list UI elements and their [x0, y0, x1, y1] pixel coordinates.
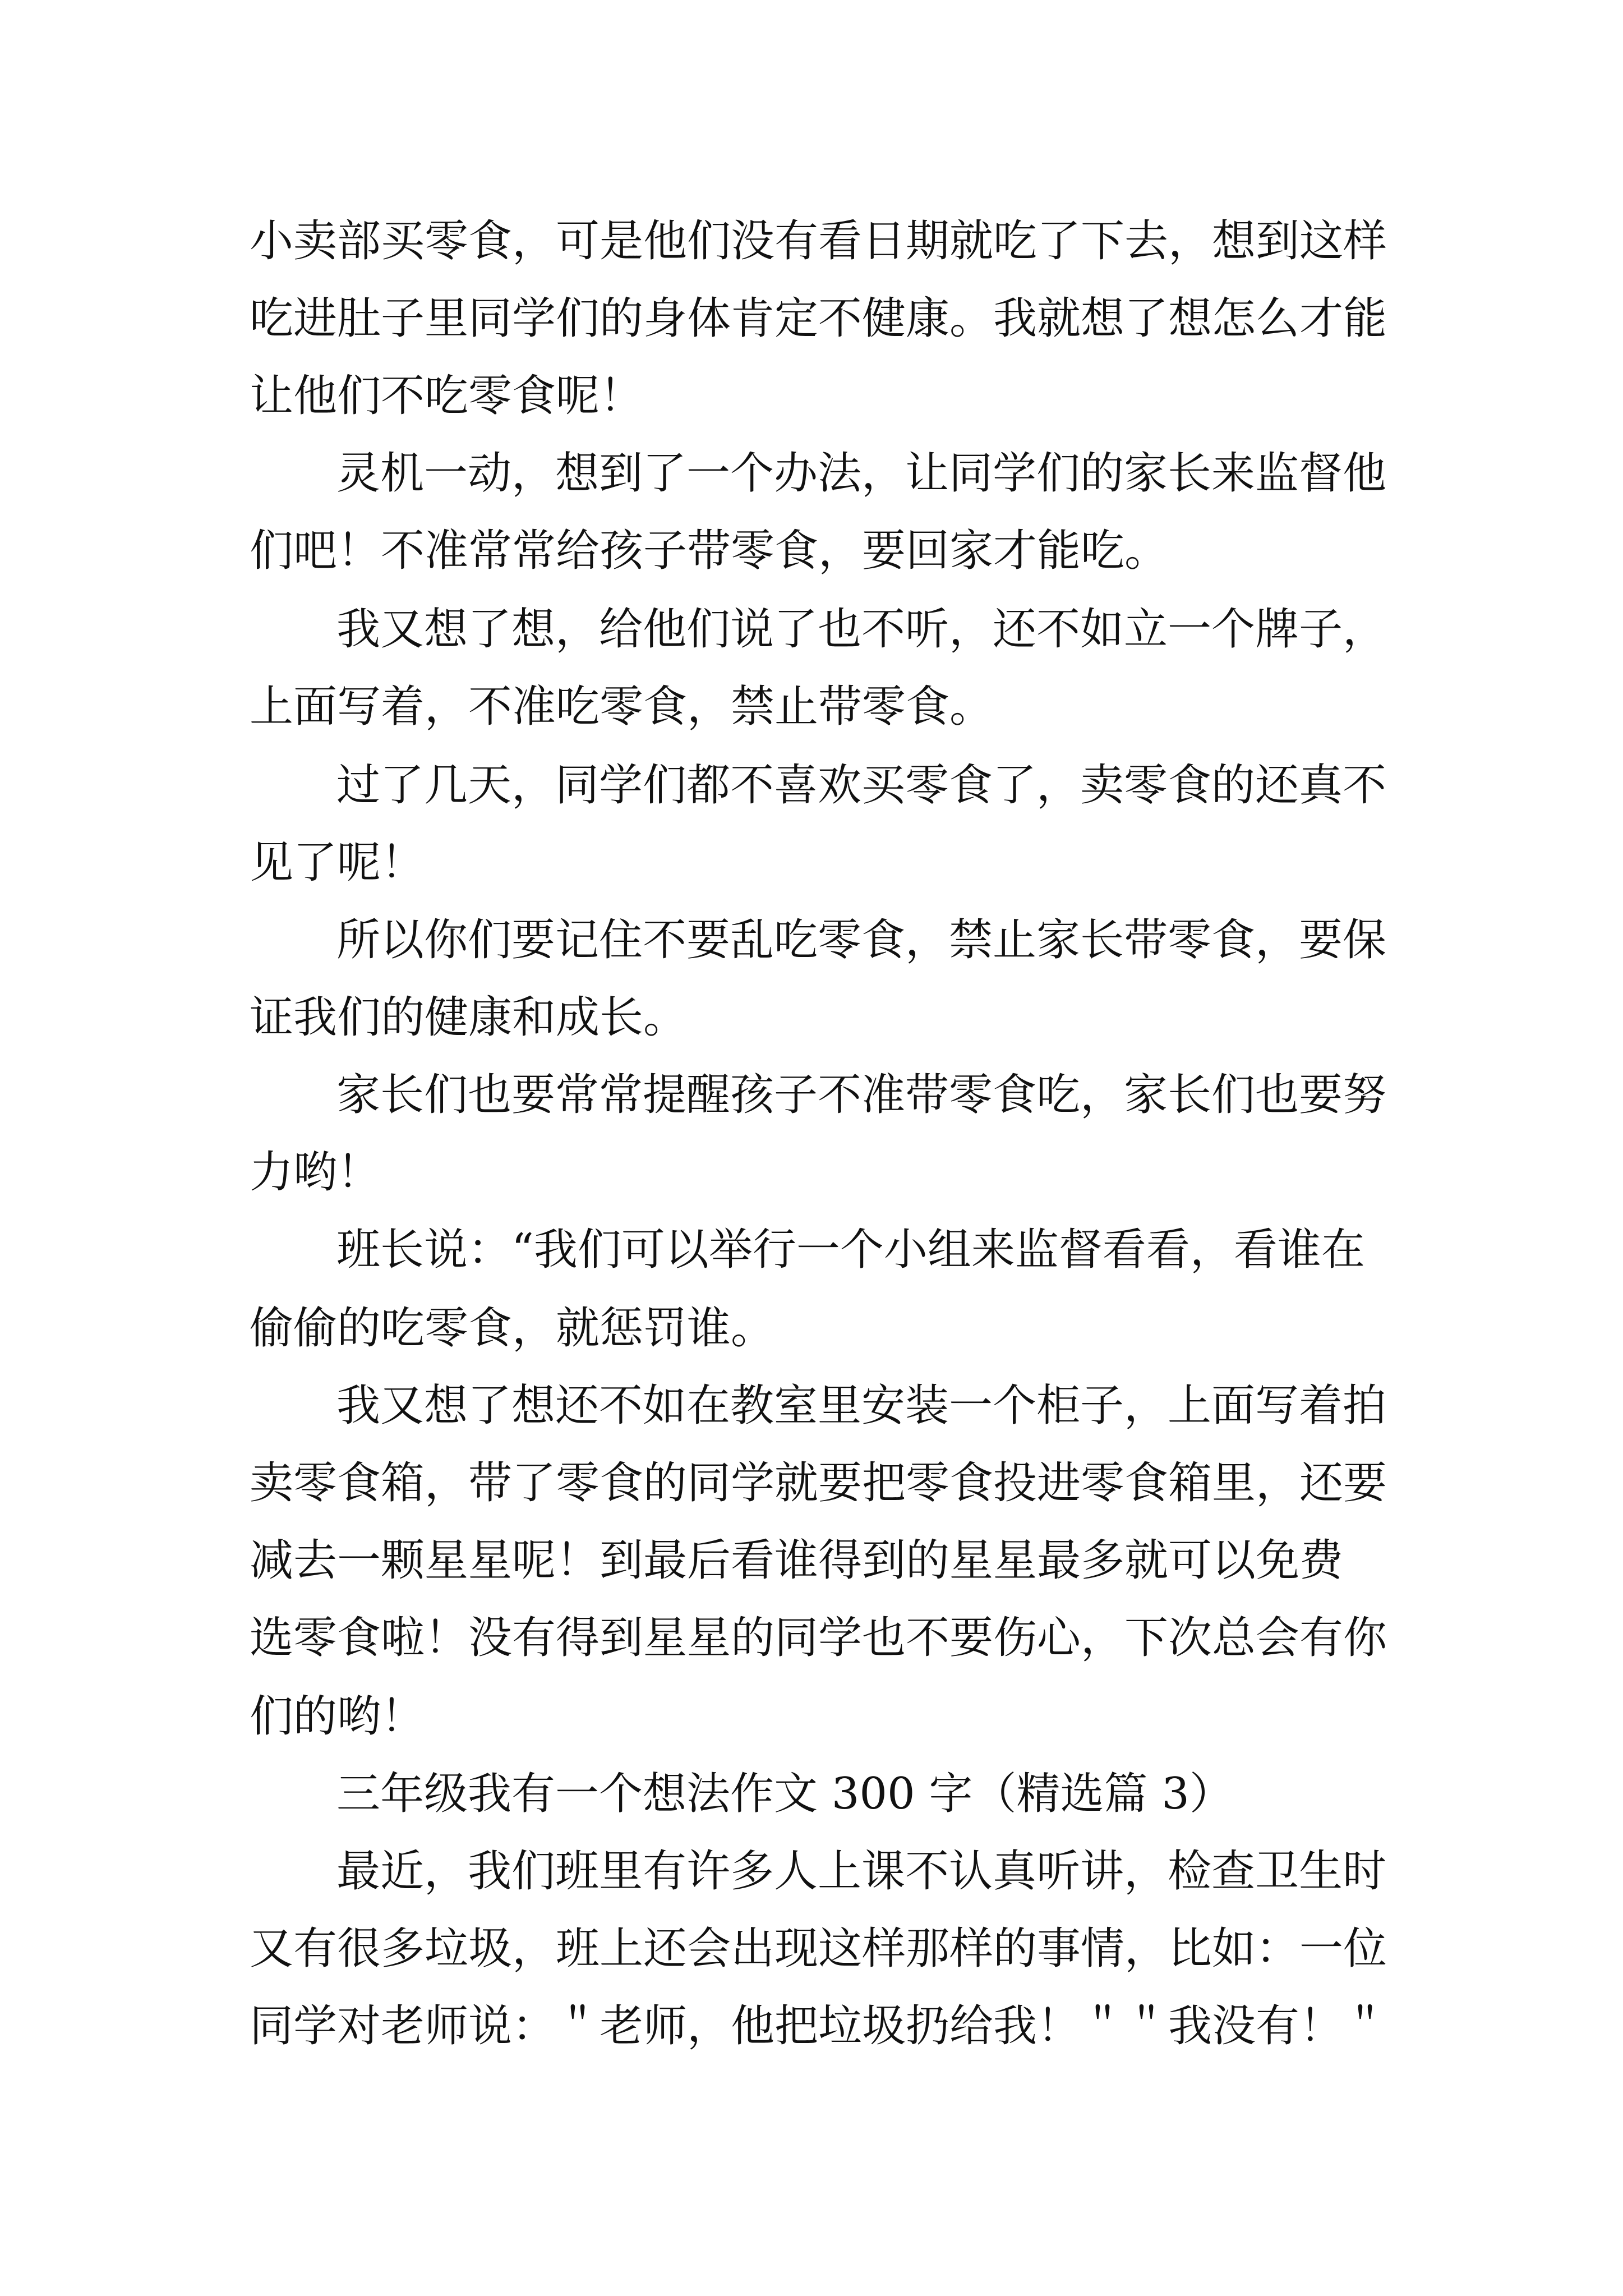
- text-line: 减去一颗星星呢！到最后看谁得到的星星最多就可以免费: [250, 1535, 1344, 1586]
- text-line: 又有很多垃圾，班上还会出现这样那样的事情，比如：一位: [250, 1924, 1387, 1974]
- text-line: 灵机一动，想到了一个办法，让同学们的家长来监督他: [336, 448, 1387, 499]
- text-line: 力哟！: [250, 1147, 381, 1198]
- text-line: 上面写着，不准吃零食，禁止带零食。: [250, 682, 994, 732]
- text-line: 小卖部买零食，可是他们没有看日期就吃了下去，想到这样: [250, 216, 1387, 266]
- text-line: 班长说：“我们可以举行一个小组来监督看看，看谁在: [336, 1225, 1365, 1275]
- text-line: 偷偷的吃零食，就惩罚谁。: [250, 1303, 775, 1354]
- text-line: 最近，我们班里有许多人上课不认真听讲，检查卫生时: [336, 1846, 1387, 1897]
- text-line: 过了几天，同学们都不喜欢买零食了，卖零食的还真不: [336, 760, 1387, 811]
- text-line: 让他们不吃零食呢！: [250, 371, 644, 421]
- text-line: 卖零食箱，带了零食的同学就要把零食投进零食箱里，还要: [250, 1458, 1387, 1508]
- section-heading: 三年级我有一个想法作文 300 字（精选篇 3）: [336, 1769, 1233, 1819]
- text-line: 家长们也要常常提醒孩子不准带零食吃，家长们也要努: [336, 1070, 1387, 1120]
- text-line: 我又想了想，给他们说了也不听，还不如立一个牌子，: [336, 604, 1387, 655]
- text-line: 见了呢！: [250, 838, 425, 888]
- text-line: 们吧！不准常常给孩子带零食，要回家才能吃。: [250, 526, 1169, 576]
- text-line: 我又想了想还不如在教室里安装一个柜子，上面写着拍: [336, 1381, 1387, 1431]
- text-line: 们的哟！: [250, 1691, 425, 1742]
- text-line: 吃进肚子里同学们的身体肯定不健康。我就想了想怎么才能: [250, 293, 1387, 344]
- text-line: 选零食啦！没有得到星星的同学也不要伤心，下次总会有你: [250, 1613, 1387, 1663]
- text-line: 所以你们要记住不要乱吃零食，禁止家长带零食，要保: [336, 915, 1387, 965]
- text-line: 证我们的健康和成长。: [250, 992, 688, 1043]
- text-line: 同学对老师说：＂老师，他把垃圾扔给我！＂＂我没有！＂: [250, 2001, 1387, 2051]
